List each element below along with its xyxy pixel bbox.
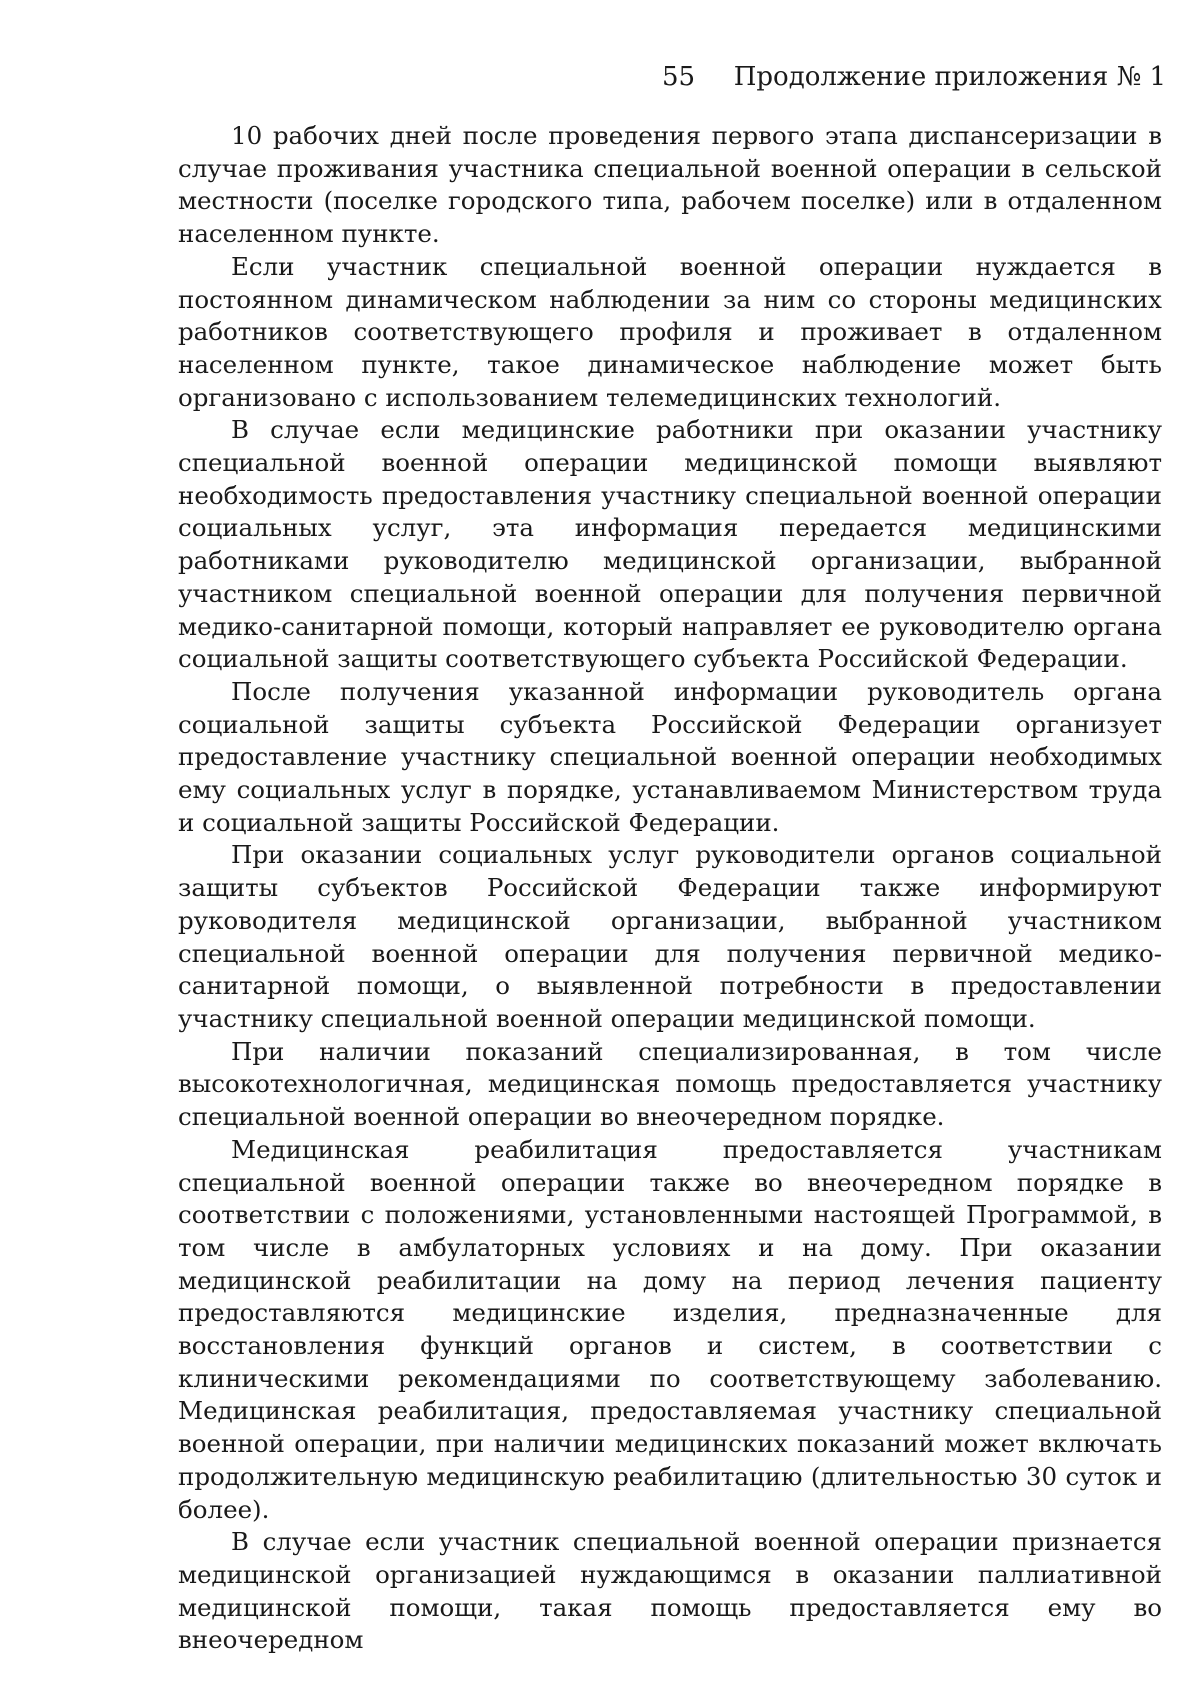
paragraph: В случае если участник специальной военной операции признается медицинской организацией нуждающимся в оказании паллиативной медицинской помощи, такая помощь предоставляется ему во внеочередном [178, 1527, 1162, 1655]
paragraph: В случае если медицинские работники при оказании участнику специальной военной операции медицинской помощи выявляют необходимость предоставления участнику специальной военной операции социальных услуг, эта информация передается медицинскими работниками руководителю медицинской организации, выбранной участником специальной военной операции для получения первичной медико-санитарной помощи, который направляет ее руководителю органа социальной защиты соответствующего субъекта Российской Федерации. [178, 415, 1162, 674]
paragraph: При оказании социальных услуг руководители органов социальной защиты субъектов Российской Федерации также информируют руководителя медицинской организации, выбранной участником специальной военной операции для получения первичной медико-санитарной помощи, о выявленной потребности в предоставлении участнику специальной военной операции медицинской помощи. [178, 840, 1162, 1033]
paragraph: 10 рабочих дней после проведения первого этапа диспансеризации в случае проживания участника специальной военной операции в сельской местности (поселке городского типа, рабочем поселке) или в отдаленном населенном пункте. [178, 121, 1162, 249]
paragraph: После получения указанной информации руководитель органа социальной защиты субъекта Российской Федерации организует предоставление участнику специальной военной операции необходимых ему социальных услуг в порядке, устанавливаемом Министерством труда и социальной защиты Российской Федерации. [178, 676, 1162, 837]
page-header [178, 60, 1178, 100]
paragraph: Если участник специальной военной операции нуждается в постоянном динамическом наблюдении за ним со стороны медицинских работников соответствующего профиля и проживает в отдаленном населенном пункте, такое динамическое наблюдение может быть организовано с использованием телемедицинских технологий. [178, 251, 1162, 412]
document-body [178, 120, 1162, 1657]
paragraph: При наличии показаний специализированная, в том числе высокотехнологичная, медицинская помощь предоставляется участнику специальной военной операции во внеочередном порядке. [178, 1036, 1162, 1132]
page-number: 55 [662, 62, 696, 92]
paragraph: Медицинская реабилитация предоставляется участникам специальной военной операции также во внеочередном порядке в соответствии с положениями, установленными настоящей Программой, в том числе в амбулаторных условиях и на дому. При оказании медицинской реабилитации на дому на период лечения пациенту предоставляются медицинские изделия, предназначенные для восстановления функций органов и систем, в соответствии с клиническими рекомендациями по соответствующему заболеванию. Медицинская реабилитация, предоставляемая участнику специальной военной операции, при наличии медицинских показаний может включать продолжительную медицинскую реабилитацию (длительностью 30 суток и более). [178, 1134, 1162, 1524]
appendix-continuation-label: Продолжение приложения № 1 [733, 62, 1166, 92]
